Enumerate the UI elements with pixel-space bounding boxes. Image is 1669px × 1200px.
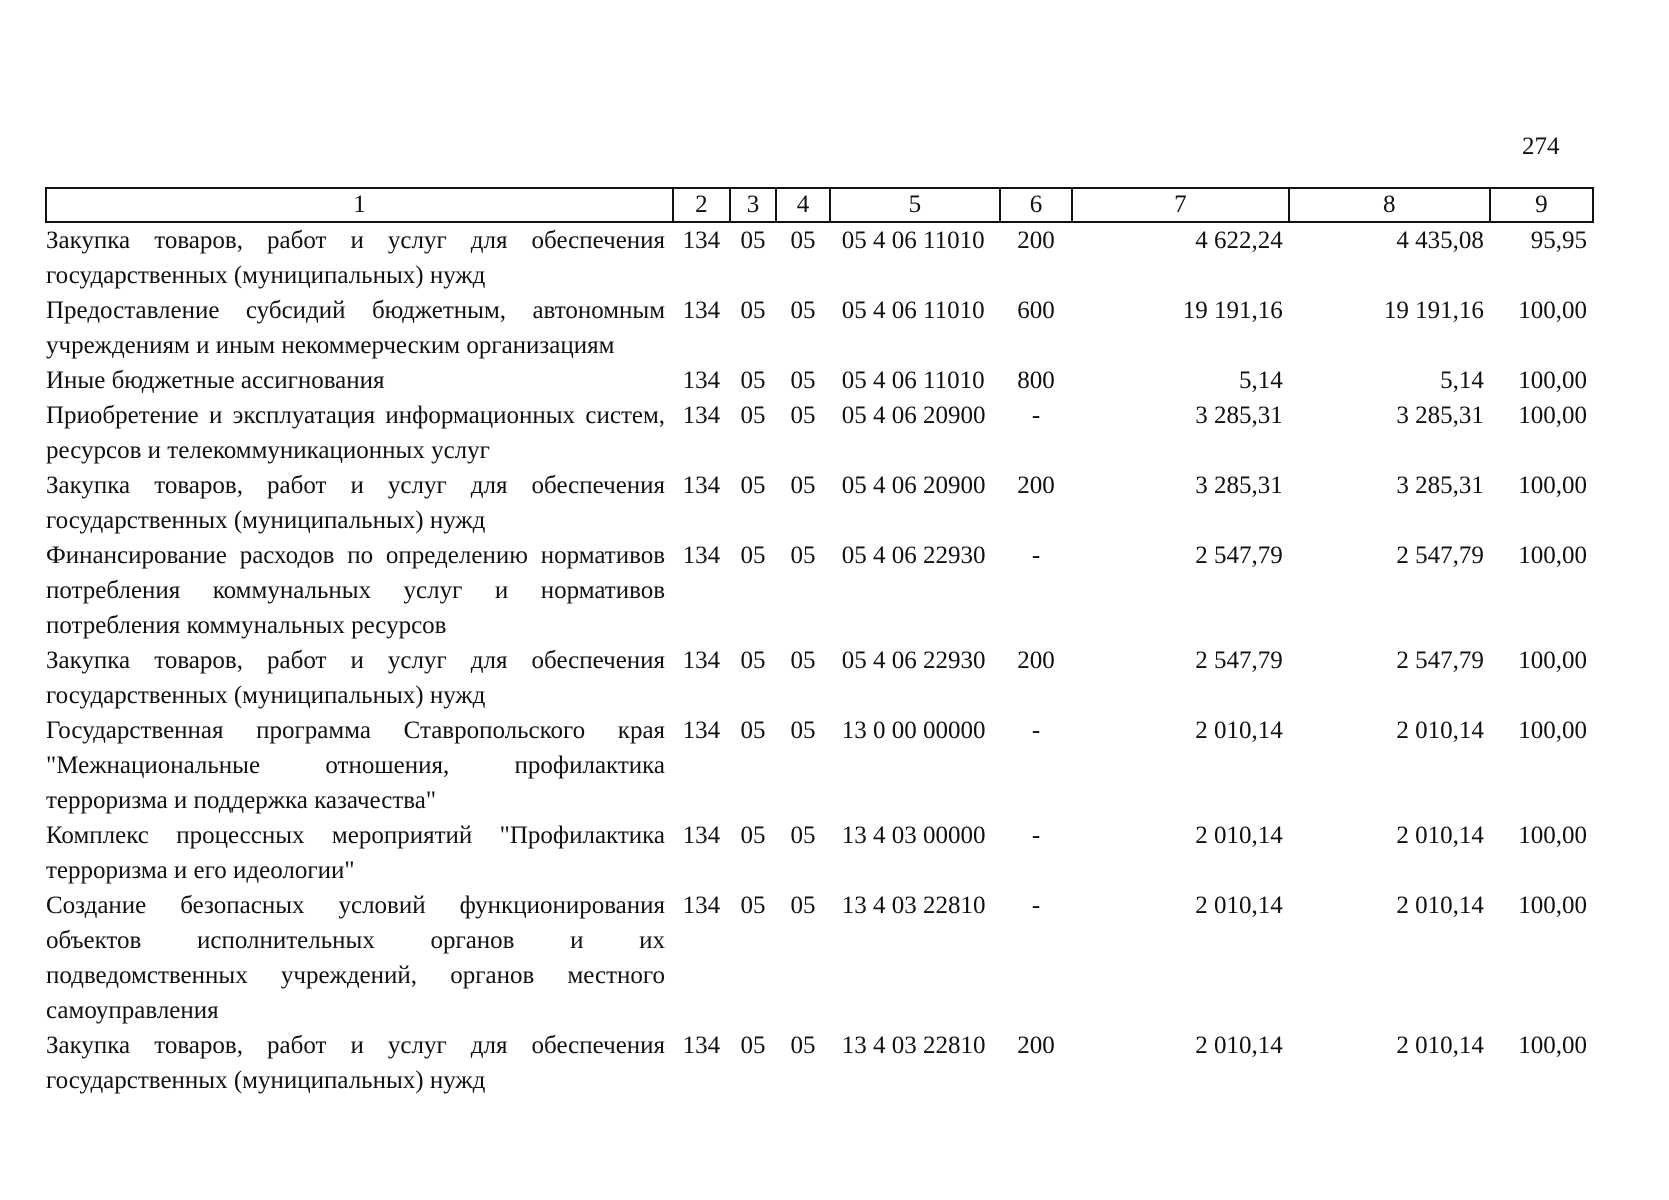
- cell-expense-type: -: [1031, 402, 1041, 429]
- cell-percent: 100,00: [1518, 822, 1587, 849]
- cell-subsection: 05: [790, 647, 816, 674]
- cell-planned: 5,14: [1238, 367, 1283, 394]
- table-row: [46, 363, 1593, 398]
- cell-ministry-code: 134: [682, 227, 721, 254]
- cell-percent: 100,00: [1518, 717, 1587, 744]
- cell-ministry-code: 134: [682, 892, 721, 919]
- table-row: [46, 818, 1593, 888]
- cell-executed: 2 547,79: [1396, 647, 1484, 674]
- cell-expense-type: -: [1031, 717, 1041, 744]
- row-description: Закупка товаров, работ и услуг для обеспечения государственных (муниципальных) нужд: [46, 1032, 666, 1094]
- cell-target-article: 05 4 06 11010: [841, 227, 985, 254]
- header-col-6: 6: [1000, 188, 1072, 222]
- cell-section: 05: [740, 892, 766, 919]
- cell-expense-type: 600: [1017, 297, 1055, 324]
- cell-target-article: 13 4 03 00000: [841, 822, 986, 849]
- table-row: [46, 222, 1593, 293]
- cell-target-article: 05 4 06 22930: [841, 542, 986, 569]
- cell-subsection: 05: [790, 472, 816, 499]
- cell-ministry-code: 134: [682, 402, 721, 429]
- header-col-7: 7: [1072, 188, 1289, 222]
- table-row: [46, 713, 1593, 818]
- cell-executed: 2 010,14: [1396, 822, 1484, 849]
- cell-planned: 19 191,16: [1182, 297, 1283, 324]
- cell-executed: 3 285,31: [1396, 402, 1484, 429]
- header-col-2: 2: [673, 188, 730, 222]
- cell-planned: 3 285,31: [1195, 472, 1283, 499]
- cell-expense-type: 200: [1017, 1032, 1055, 1059]
- row-description: Государственная программа Ставропольского края "Межнациональные отношения, профилактика терроризма и поддержка казачества": [46, 717, 666, 814]
- cell-planned: 2 010,14: [1195, 717, 1283, 744]
- header-col-5: 5: [830, 188, 1000, 222]
- cell-ministry-code: 134: [682, 297, 721, 324]
- table-row: [46, 888, 1593, 1028]
- cell-subsection: 05: [790, 1032, 816, 1059]
- cell-target-article: 05 4 06 11010: [841, 297, 985, 324]
- cell-planned: 4 622,24: [1195, 227, 1283, 254]
- cell-planned: 2 547,79: [1195, 542, 1283, 569]
- table-body: [46, 222, 1593, 1098]
- table-row: [46, 1028, 1593, 1098]
- row-description: Иные бюджетные ассигнования: [46, 367, 385, 394]
- cell-expense-type: -: [1031, 542, 1041, 569]
- cell-percent: 100,00: [1518, 1032, 1587, 1059]
- row-description: Создание безопасных условий функционирования объектов исполнительных органов и их подведомственных учреждений, органов местного самоуправления: [46, 892, 666, 1024]
- cell-executed: 19 191,16: [1383, 297, 1484, 324]
- cell-target-article: 05 4 06 22930: [841, 647, 986, 674]
- cell-ministry-code: 134: [682, 472, 721, 499]
- cell-subsection: 05: [790, 402, 816, 429]
- cell-percent: 100,00: [1518, 472, 1587, 499]
- cell-percent: 100,00: [1518, 367, 1587, 394]
- cell-planned: 2 010,14: [1195, 1032, 1283, 1059]
- cell-ministry-code: 134: [682, 542, 721, 569]
- cell-executed: 2 010,14: [1396, 892, 1484, 919]
- header-col-9: 9: [1490, 188, 1593, 222]
- row-description: Комплекс процессных мероприятий "Профилактика терроризма и его идеологии": [46, 822, 666, 884]
- cell-ministry-code: 134: [682, 367, 721, 394]
- cell-ministry-code: 134: [682, 1032, 721, 1059]
- row-description: Финансирование расходов по определению нормативов потребления коммунальных услуг и нормативов потребления коммунальных ресурсов: [46, 542, 666, 639]
- cell-percent: 100,00: [1518, 297, 1587, 324]
- budget-table: [45, 187, 1594, 1098]
- cell-expense-type: -: [1031, 892, 1041, 919]
- header-row: [46, 188, 1593, 222]
- cell-subsection: 05: [790, 717, 816, 744]
- row-description: Закупка товаров, работ и услуг для обеспечения государственных (муниципальных) нужд: [46, 472, 666, 534]
- page-number: 274: [1522, 133, 1560, 160]
- cell-percent: 95,95: [1530, 227, 1587, 254]
- cell-target-article: 05 4 06 20900: [841, 472, 986, 499]
- header-col-1: 1: [46, 188, 673, 222]
- cell-subsection: 05: [790, 822, 816, 849]
- cell-section: 05: [740, 472, 766, 499]
- row-description: Закупка товаров, работ и услуг для обеспечения государственных (муниципальных) нужд: [46, 647, 666, 709]
- cell-planned: 3 285,31: [1195, 402, 1283, 429]
- header-col-3: 3: [730, 188, 776, 222]
- cell-ministry-code: 134: [682, 647, 721, 674]
- cell-executed: 5,14: [1440, 367, 1484, 394]
- cell-target-article: 05 4 06 20900: [841, 402, 986, 429]
- table-row: [46, 643, 1593, 713]
- cell-section: 05: [740, 822, 766, 849]
- cell-expense-type: 200: [1017, 647, 1055, 674]
- cell-expense-type: 200: [1017, 472, 1055, 499]
- cell-section: 05: [740, 717, 766, 744]
- row-description: Закупка товаров, работ и услуг для обеспечения государственных (муниципальных) нужд: [46, 227, 666, 289]
- cell-section: 05: [740, 647, 766, 674]
- header-col-4: 4: [776, 188, 830, 222]
- cell-planned: 2 010,14: [1195, 892, 1283, 919]
- cell-target-article: 13 4 03 22810: [841, 892, 986, 919]
- cell-executed: 2 547,79: [1396, 542, 1484, 569]
- cell-executed: 2 010,14: [1396, 717, 1484, 744]
- table-row: [46, 538, 1593, 643]
- cell-section: 05: [740, 402, 766, 429]
- cell-expense-type: 200: [1017, 227, 1055, 254]
- cell-subsection: 05: [790, 892, 816, 919]
- cell-planned: 2 547,79: [1195, 647, 1283, 674]
- table-row: [46, 398, 1593, 468]
- cell-ministry-code: 134: [682, 822, 721, 849]
- cell-expense-type: 800: [1017, 367, 1055, 394]
- table-row: [46, 293, 1593, 363]
- cell-section: 05: [740, 227, 766, 254]
- cell-section: 05: [740, 542, 766, 569]
- cell-section: 05: [740, 1032, 766, 1059]
- cell-target-article: 13 0 00 00000: [841, 717, 986, 744]
- cell-percent: 100,00: [1518, 892, 1587, 919]
- cell-expense-type: -: [1031, 822, 1041, 849]
- table-row: [46, 468, 1593, 538]
- cell-section: 05: [740, 367, 766, 394]
- cell-subsection: 05: [790, 367, 816, 394]
- cell-percent: 100,00: [1518, 402, 1587, 429]
- cell-percent: 100,00: [1518, 647, 1587, 674]
- cell-planned: 2 010,14: [1195, 822, 1283, 849]
- header-col-8: 8: [1289, 188, 1490, 222]
- cell-target-article: 05 4 06 11010: [841, 367, 985, 394]
- cell-ministry-code: 134: [682, 717, 721, 744]
- cell-executed: 3 285,31: [1396, 472, 1484, 499]
- cell-executed: 4 435,08: [1396, 227, 1484, 254]
- cell-subsection: 05: [790, 297, 816, 324]
- cell-executed: 2 010,14: [1396, 1032, 1484, 1059]
- cell-percent: 100,00: [1518, 542, 1587, 569]
- row-description: Предоставление субсидий бюджетным, автономным учреждениям и иным некоммерческим организациям: [46, 297, 666, 359]
- cell-section: 05: [740, 297, 766, 324]
- cell-subsection: 05: [790, 227, 816, 254]
- row-description: Приобретение и эксплуатация информационных систем, ресурсов и телекоммуникационных услуг: [46, 402, 666, 464]
- cell-subsection: 05: [790, 542, 816, 569]
- cell-target-article: 13 4 03 22810: [841, 1032, 986, 1059]
